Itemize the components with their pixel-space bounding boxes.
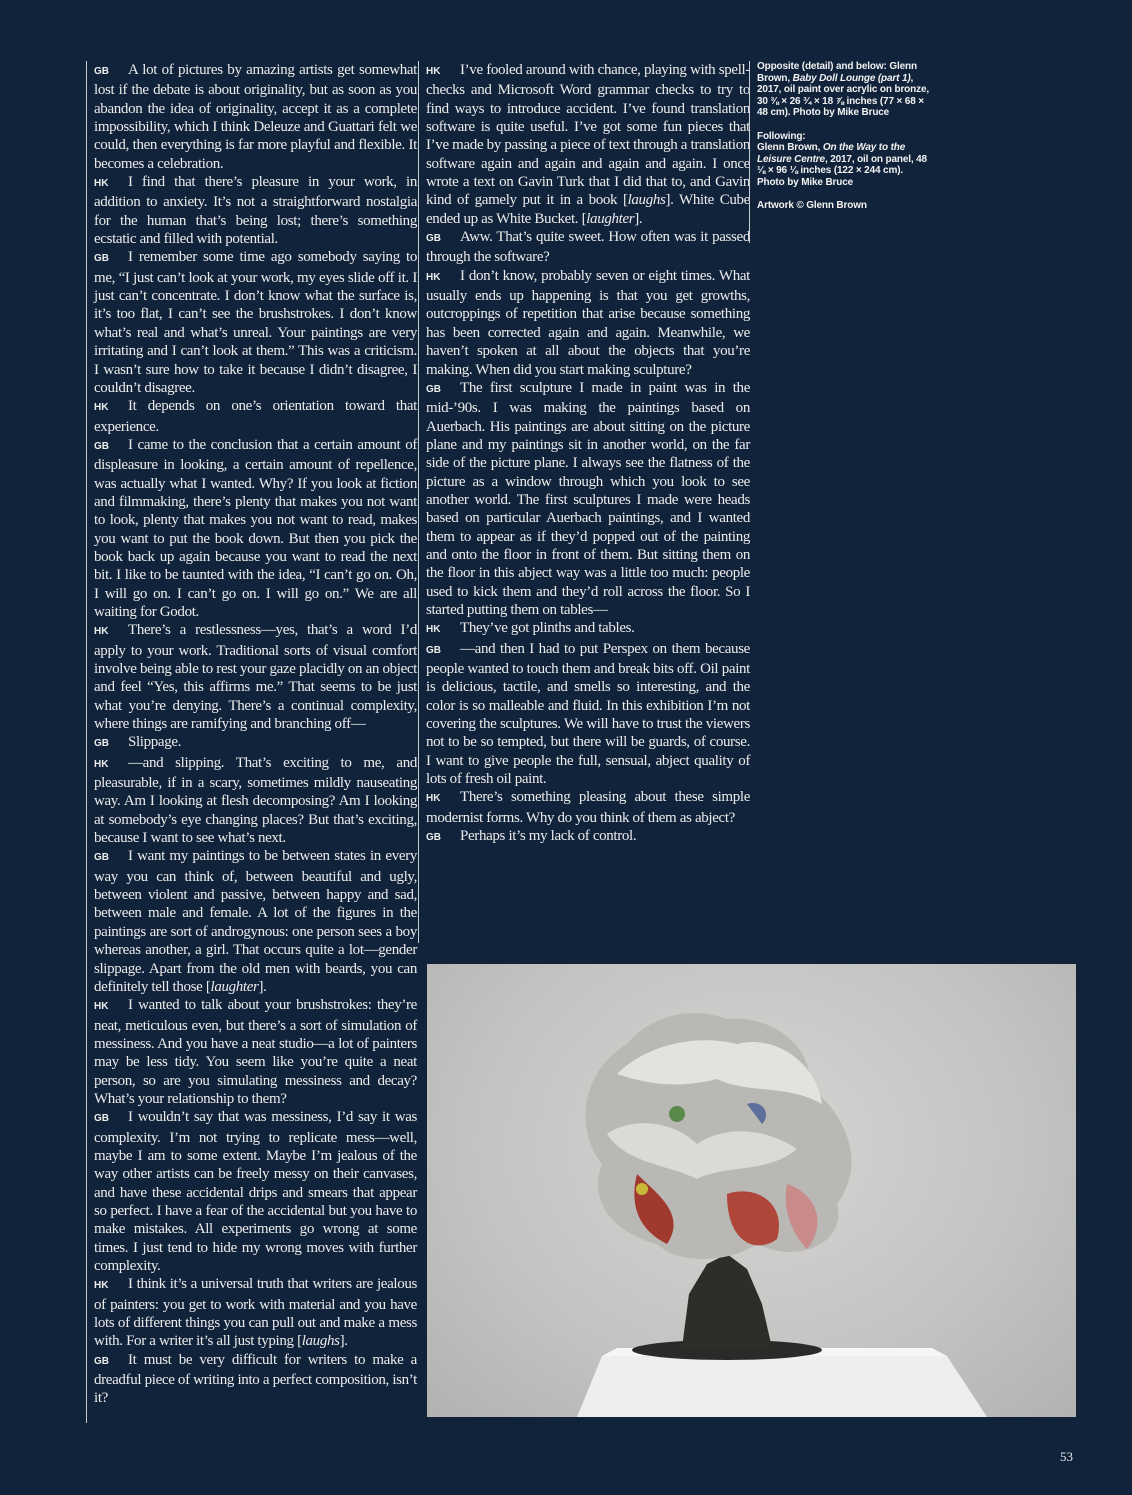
interview-paragraph bbox=[94, 1351, 417, 1408]
interview-paragraph bbox=[94, 397, 417, 436]
text-segment: ]. White Cube ended up as White Bucket. [ bbox=[426, 192, 750, 227]
interview-paragraph bbox=[426, 228, 750, 267]
speaker-label: HK bbox=[94, 1280, 109, 1292]
text-segment: There’s a restlessness—yes, that’s a word I’d apply to your work. Traditional sorts of visual comfort involve being able to rest your gaze placidly on an object and feel “Yes, this affirms me.” That seems to be just what you’re denying. There’s a continual complexity, where things are ramifying and branching off— bbox=[94, 622, 417, 733]
text-segment: Following: bbox=[757, 130, 806, 142]
text-segment: Glenn Brown, bbox=[757, 142, 823, 154]
speaker-label: GB bbox=[94, 440, 109, 452]
sculpture-illustration bbox=[427, 964, 1076, 1417]
caption-line bbox=[757, 61, 932, 119]
interview-paragraph bbox=[94, 847, 417, 996]
italic-text: laughs bbox=[301, 1333, 340, 1350]
text-segment: They’ve got plinths and tables. bbox=[460, 620, 635, 637]
text-segment: I’ve fooled around with chance, playing with spell-checks and Microsoft Word grammar checks to try to find ways to introduce accident. I’ve found translation software is quite useful. I’ve got some fun pieces that I’ve made by passing a piece of text through a translation software again and again and again and again. I once wrote a text on Gavin Turk that I did that to, and Gavin kind of gamely put it in a book [ bbox=[426, 62, 750, 209]
page-number: 53 bbox=[1060, 1449, 1073, 1464]
text-segment: I think it’s a universal truth that writers are jealous of painters: you get to work with material and you have lots of different things you can pull out and make a mess with. For a writer it’s all just typing [ bbox=[94, 1276, 417, 1350]
image-caption bbox=[749, 61, 932, 243]
interview-paragraph bbox=[426, 619, 750, 639]
text-segment: I don’t know, probably seven or eight times. What usually ends up happening is that you get growths, outcroppings of repetition that arise because something has been corrected again and again. Meanwhile, we haven’t spoken at all about the objects that you’re making. When did you start making sculpture? bbox=[426, 267, 750, 378]
interview-paragraph bbox=[426, 61, 750, 228]
italic-text: Baby Doll Lounge (part 1) bbox=[792, 72, 911, 84]
interview-paragraph bbox=[94, 621, 417, 733]
caption-line bbox=[757, 200, 932, 212]
text-segment: —and slipping. That’s exciting to me, and pleasurable, if in a scary, sometimes mildly nauseating way. Am I looking at flesh decomposing? Am I looking at somebody’s eye changing places? But that’s exciting, because I want to see what’s next. bbox=[94, 754, 417, 847]
interview-paragraph bbox=[94, 754, 417, 848]
speaker-label: GB bbox=[94, 66, 109, 77]
speaker-label: GB bbox=[426, 832, 441, 844]
interview-paragraph bbox=[94, 248, 417, 397]
interview-paragraph bbox=[94, 733, 417, 753]
text-segment: , 2017, oil paint over acrylic on bronze, 30 ⅜ × 26 ¾ × 18 ⅞ inches (77 × 68 × 48 cm). Photo by Mike Bruce bbox=[757, 72, 929, 119]
text-segment: Opposite (detail) and below: Glenn Brown, bbox=[757, 61, 917, 84]
italic-text: laughter bbox=[210, 978, 259, 995]
text-segment: I wouldn’t say that was messiness, I’d say it was complexity. I’m not trying to replicate mess—well, maybe I am to some extent. Maybe I’m jealous of the way other artists can be freely messy on their canvases, and have these accidental drips and smears that appear so perfect. I have a fear of the accidental but you have to make mistakes. All experiments go wrong at some times. I just tend to hide my wrong moves with further complexity. bbox=[94, 1109, 417, 1274]
speaker-label: HK bbox=[426, 66, 441, 77]
speaker-label: GB bbox=[94, 738, 109, 750]
text-segment: A lot of pictures by amazing artists get somewhat lost if the debate is about originality, but as soon as you abandon the idea of originality, accept it as a complete impossibility, which I think Deleuze and Guattari felt we could, then everything is far more playful and flexible. It becomes a celebration. bbox=[94, 62, 417, 172]
speaker-label: HK bbox=[94, 626, 109, 638]
text-segment: Artwork © Glenn Brown bbox=[757, 200, 867, 212]
text-segment: Perhaps it’s my lack of control. bbox=[460, 828, 637, 845]
text-segment: I remember some time ago somebody saying to me, “I just can’t look at your work, my eyes slide off it. I just can’t concentrate. I don’t know what the surface is, it’s too flat, I can’t see the brushstrokes. I don’t know what’s real and what’s unreal. Your paintings are very irritating and I can’t look at them.” This was a criticism. I wasn’t sure how to take it because I didn’t disagree, I couldn’t disagree. bbox=[94, 249, 417, 396]
interview-paragraph bbox=[94, 61, 417, 173]
interview-paragraph bbox=[94, 1275, 417, 1350]
interview-paragraph bbox=[426, 788, 750, 827]
speaker-label: GB bbox=[426, 383, 441, 395]
text-segment: I came to the conclusion that a certain amount of displeasure in looking, a certain amount of repellence, was actually what I wanted. Why? If you look at fiction and filmmaking, there’s plenty that makes you not want to look, plenty that makes you not want to read, makes you want to put the book down. But then you pick the book back up again because you want to read the next bit. I like to be taunted with the idea, “I can’t go on. Oh, I will go on. I can’t go on. I will go on.” We are all waiting for Godot. bbox=[94, 436, 417, 620]
interview-column-2 bbox=[418, 61, 750, 943]
interview-paragraph bbox=[426, 827, 750, 847]
speaker-label: GB bbox=[94, 1355, 109, 1367]
italic-text: laughs bbox=[627, 192, 666, 209]
interview-paragraph bbox=[426, 640, 750, 789]
interview-column-1 bbox=[86, 61, 417, 1423]
italic-text: laughter bbox=[586, 210, 635, 227]
speaker-label: HK bbox=[426, 624, 441, 636]
text-segment: The first sculpture I made in paint was in the mid-’90s. I was making the paintings based on Auerbach. His paintings are about sitting on the picture plane and my paintings sit in another world, on the far side of the picture plane. I always see the flatness of the picture as a window through which you look to see another world. The first sculptures I made were heads based on particular Auerbach paintings, and I wanted them to appear as if they’d popped out of the painting and onto the floor in front of them. But sitting them on the floor in this abject way was a little too much: people used to kick them and they’d roll across the floor. So I started putting them on tables— bbox=[426, 379, 750, 618]
text-segment: It depends on one’s orientation toward that experience. bbox=[94, 398, 417, 435]
speaker-label: GB bbox=[94, 253, 109, 265]
italic-text: On the Way to the Leisure Centre bbox=[757, 142, 906, 165]
speaker-label: GB bbox=[94, 1113, 109, 1125]
interview-paragraph bbox=[426, 379, 750, 619]
text-segment: , 2017, oil on panel, 48 ⅛ × 96 ⅛ inches (122 × 244 cm). Photo by Mike Bruce bbox=[757, 153, 927, 188]
interview-paragraph bbox=[94, 173, 417, 248]
speaker-label: HK bbox=[94, 178, 109, 190]
interview-paragraph bbox=[94, 996, 417, 1108]
speaker-label: GB bbox=[426, 233, 441, 245]
text-segment: ]. bbox=[258, 978, 267, 995]
interview-paragraph bbox=[94, 1108, 417, 1275]
sculpture-photo bbox=[427, 964, 1076, 1417]
speaker-label: HK bbox=[94, 1001, 109, 1013]
text-segment: Aww. That’s quite sweet. How often was it passed through the software? bbox=[426, 229, 750, 266]
speaker-label: HK bbox=[94, 402, 109, 414]
speaker-label: GB bbox=[426, 644, 441, 656]
speaker-label: HK bbox=[426, 793, 441, 805]
speaker-label: GB bbox=[94, 852, 109, 864]
text-segment: ]. bbox=[339, 1333, 348, 1350]
caption-line bbox=[757, 142, 932, 188]
text-segment: There’s something pleasing about these simple modernist forms. Why do you think of them as abject? bbox=[426, 789, 750, 826]
interview-paragraph bbox=[426, 267, 750, 379]
speaker-label: HK bbox=[94, 758, 109, 770]
text-segment: ]. bbox=[634, 210, 643, 227]
text-segment: I want my paintings to be between states in every way you can think of, between beautiful and ugly, between violent and passive, between happy and sad, between male and female. A lot of the figures in the paintings are sort of androgynous: one person sees a boy whereas another, a girl. That occurs quite a lot—gender slippage. Apart from the old men with beards, you can definitely tell those [ bbox=[94, 848, 417, 995]
speaker-label: HK bbox=[426, 271, 441, 283]
interview-paragraph bbox=[94, 436, 417, 621]
text-segment: It must be very difficult for writers to make a dreadful piece of writing into a perfect composition, isn’t it? bbox=[94, 1351, 417, 1407]
caption-line bbox=[757, 131, 932, 143]
text-segment: I find that there’s pleasure in your work, in addition to anxiety. It’s not a straightforward nostalgia for the human that’s being lost; there’s something ecstatic and filled with potential. bbox=[94, 174, 417, 248]
text-segment: —and then I had to put Perspex on them because people wanted to touch them and break bits off. Oil paint is delicious, tactile, and smells so interesting, and the color is so malleable and fluid. In this exhibition I’m not covering the sculptures. We will have to trust the viewers not to be so tempted, but there will be guards, of course. I want to give people the full, sensual, abject quality of lots of fresh oil paint. bbox=[426, 640, 750, 788]
text-segment: I wanted to talk about your brushstrokes: they’re neat, meticulous even, but there’s a sort of simulation of messiness. And you have a neat studio—a lot of painters may be less tidy. You seem like you’re quite a neat person, so are you simulating messiness and decay? What’s your relationship to them? bbox=[94, 997, 417, 1107]
text-segment: Slippage. bbox=[128, 734, 182, 751]
